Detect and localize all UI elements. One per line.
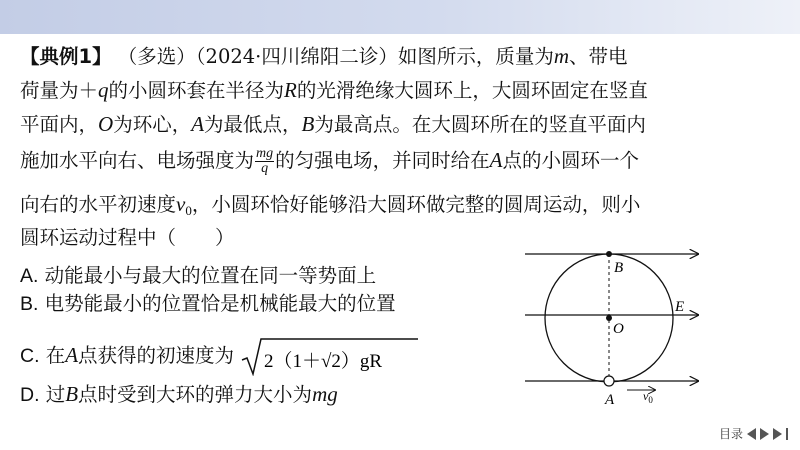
ring-diagram [515, 240, 705, 410]
field-strength-fraction: $\frac{mg}{q}$ [256, 146, 274, 176]
question-line-3: 平面内，O为环心，A为最低点，B为最高点。在大圆环所在的竖直平面内 [20, 112, 646, 136]
header-bar [0, 0, 800, 34]
question-line-2: 荷量为＋q的小圆环套在半径为R的光滑绝缘大圆环上，大圆环固定在竖直 [20, 78, 648, 102]
option-a[interactable]: A. 动能最小与最大的位置在同一等势面上 [20, 264, 377, 287]
point-o [606, 315, 612, 321]
last-bar-icon [786, 428, 788, 440]
sqrt-expression [240, 336, 420, 376]
label-o: O [613, 321, 624, 337]
catalog-link[interactable]: 目录 [718, 427, 743, 441]
example-tag: 【典例1】 [20, 45, 112, 68]
sqrt-expression-text: 2（1＋√2）gR [264, 351, 383, 372]
label-e: E [675, 299, 685, 315]
option-c[interactable]: C. 在A点获得的初速度为 2（1＋√2）gR [20, 336, 420, 376]
option-b[interactable]: B. 电势能最小的位置恰是机械能最大的位置 [20, 292, 396, 315]
question-line-1: 【典例1】 （多选）（2024·四川绵阳二诊）如图所示，质量为m、带电 [20, 44, 628, 68]
slide-nav [719, 425, 788, 442]
point-b [606, 251, 612, 257]
question-line-5: 向右的水平初速度$v_0$，小圆环恰好能够沿大圆环做完整的圆周运动，则小 [20, 192, 641, 218]
prev-icon[interactable] [747, 428, 756, 440]
small-ring [604, 376, 614, 386]
question-line-4: 施加水平向右、电场强度为 $\frac{mg}{q}$ 的匀强电场，并同时给在A点的小圆环一个 [20, 146, 639, 176]
last-icon[interactable] [773, 428, 782, 440]
label-a: A [605, 392, 615, 408]
label-v0: $v_0$ [643, 389, 653, 405]
label-b: B [614, 260, 624, 276]
question-line-6: 圆环运动过程中（ ） [20, 226, 235, 249]
option-d[interactable]: D. 过B点时受到大环的弹力大小为mg [20, 382, 338, 406]
next-icon[interactable] [760, 428, 769, 440]
